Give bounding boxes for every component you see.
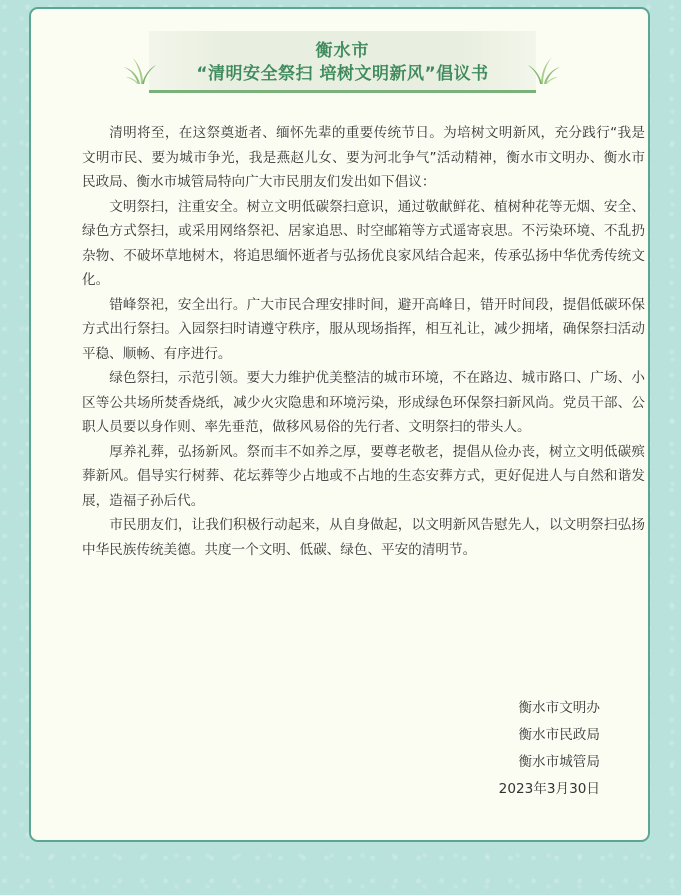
signature-org-urban-management: 衡水市城管局 (518, 754, 600, 770)
title-banner (149, 31, 536, 93)
paragraph-2: 错峰祭祀，安全出行。广大市民合理安排时间，避开高峰日，错开时间段，提倡低碳环保方式出行祭扫。入园祭扫时请遵守秩序，服从现场指挥，相互礼让，减少拥堵，确保祭扫活动平稳、顺畅、有序进行。 (82, 296, 645, 362)
document-card (29, 7, 650, 842)
paragraph-4: 厚养礼葬，弘扬新风。祭而丰不如养之厚，要尊老敬老，提倡从俭办丧，树立文明低碳殡葬新风。倡导实行树葬、花坛葬等少占地或不占地的生态安葬方式，更好促进人与自然和谐发展，造福子孙后代。 (82, 443, 645, 509)
title-main: “清明安全祭扫 培树文明新风”倡议书 (196, 64, 489, 84)
signature-org-civil-affairs: 衡水市民政局 (518, 727, 600, 743)
paragraph-intro: 清明将至，在这祭奠逝者、缅怀先辈的重要传统节日。为培树文明新风，充分践行“我是文明市民、要为城市争光，我是燕赵儿女、要为河北争气”活动精神，衡水市文明办、衡水市民政局、衡水市城管局特向广大市民朋友们发出如下倡议： (82, 125, 645, 190)
signature-date: 2023年3月30日 (498, 781, 600, 797)
signature-block (499, 695, 600, 803)
grass-left-icon (123, 55, 157, 85)
paragraph-closing: 市民朋友们，让我们积极行动起来，从自身做起，以文明新风告慰先人，以文明祭扫弘扬中华民族传统美德。共度一个文明、低碳、绿色、平安的清明节。 (82, 517, 645, 558)
grass-right-icon (527, 55, 561, 85)
letter-body (82, 121, 645, 562)
paragraph-3: 绿色祭扫，示范引领。要大力维护优美整洁的城市环境，不在路边、城市路口、广场、小区等公共场所焚香烧纸，减少火灾隐患和环境污染，形成绿色环保祭扫新风尚。党员干部、公职人员要以身作则、率先垂范，做移风易俗的先行者、文明祭扫的带头人。 (82, 370, 645, 435)
paragraph-1: 文明祭扫，注重安全。树立文明低碳祭扫意识，通过敬献鲜花、植树种花等无烟、安全、绿色方式祭扫，或采用网络祭祀、居家追思、时空邮箱等方式遥寄哀思。不污染环境、不乱扔杂物、不破坏草地树木，将追思缅怀逝者与弘扬优良家风结合起来，传承弘扬中华优秀传统文化。 (82, 198, 645, 288)
signature-org-civilization: 衡水市文明办 (518, 700, 600, 716)
title-city: 衡水市 (315, 41, 370, 61)
